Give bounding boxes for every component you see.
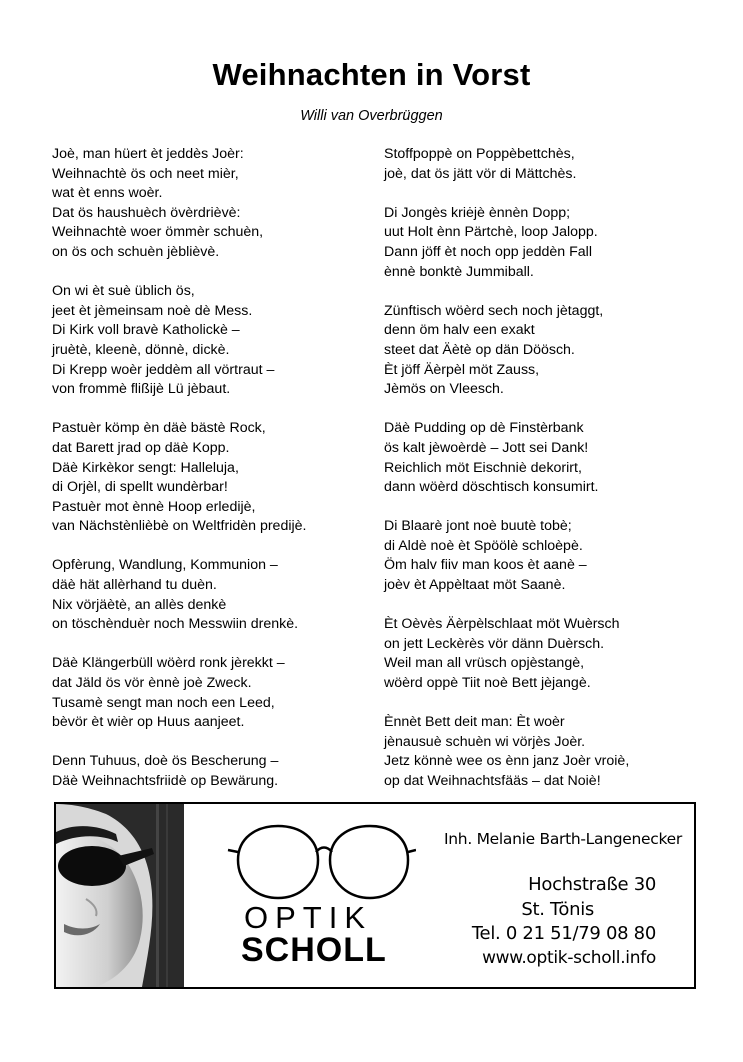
poem-line: Pastuèr mot ènnè Hoop erledijè, [52,498,256,515]
poem-line: Ènnèt Bett deit man: Èt woèr [384,714,565,731]
poem-line: ènnè bonktè Jummiball. [384,263,534,280]
poem-stanza [384,302,704,400]
poem-line: Däè Kirkèkor sengt: Halleluja, [52,459,239,476]
poem-line: on ös och schuèn jèblièvè. [52,243,220,260]
poem-column-right [384,145,704,811]
poem-stanza [384,145,704,184]
poem-line: Zünftisch wöèrd sech noch jètaggt, [384,302,604,319]
poem-line: Joè, man hüert èt jeddès Joèr: [52,146,244,162]
poem-line: uut Holt ènn Pärtchè, loop Jalopp. [384,224,598,241]
poem-line: bèvör èt wièr op Huus aanjeet. [52,714,245,731]
street-address: Hochstraße 30 [528,874,656,895]
poem-line: jruètè, kleenè, dönnè, dickè. [52,341,230,358]
author-name: Willi van Overbrüggen [300,108,443,124]
poem-stanza [384,615,704,693]
poem-line: Opfèrung, Wandlung, Kommunion – [52,557,278,574]
poem-line: Pastuèr kömp èn däè bästè Rock, [52,420,266,437]
poem-line: on jett Leckèrès vör dänn Duèrsch. [384,635,605,652]
poem-line: Di Jongès kriėjè ènnèn Dopp; [384,204,571,221]
poem-line: denn öm halv een exakt [384,322,535,339]
poem-line: jènausuè schuèn wi vörjès Joèr. [384,733,586,750]
poem-line: Öm halv fiiv man koos èt aanè – [384,557,587,574]
poem-line: van Nächstènlièbè on Weltfridèn predijè. [52,518,307,535]
poem-line: Èt Oèvès Äèrpèlschlaat möt Wuèrsch [384,616,620,633]
poem-stanza [384,204,704,282]
poem-line: dat Barett jrad op däè Kopp. [52,439,230,456]
poem-stanza [52,282,372,400]
poem-line: Dann jöff èt noch opp jeddèn Fall [384,243,592,260]
poem-line: däè hät allèrhand tu duèn. [52,577,217,594]
poem-line: Nix vörjäètè, an allès denkè [52,596,227,613]
poem-line: Däè Weihnachtsfriidè op Bewärung. [52,773,279,789]
poem-line: Èt jöff Äèrpèl möt Zauss, [384,361,540,378]
poem-line: Jèmös on Vleesch. [384,381,504,398]
poem-line: op dat Weihnachtsfääs – dat Noiè! [384,773,601,789]
poem-stanza [52,752,372,791]
poem-stanza [384,713,704,791]
poem-line: on töschènduèr noch Messwiin drenkè. [52,616,299,633]
poem-column-left [52,145,372,811]
poem-line: Däè Klängerbüll wöèrd ronk jèrekkt – [52,655,285,672]
poem-line: di Orjèl, di spellt wundèrbar! [52,479,228,496]
poem-line: joèv èt Appèltaat möt Saanè. [384,577,566,594]
website-link[interactable]: www.optik-scholl.info [482,948,656,968]
advertisement [54,802,696,989]
woman-sunglasses-photo [56,804,184,987]
brand-name-bottom: SCHOLL [241,931,387,969]
poem-line: Däè Pudding op dè Finstèrbank [384,420,584,437]
poem-line: Di Blaarè jont noè buutè tobè; [384,518,572,535]
poem-stanza [52,654,372,732]
poem-line: dat Jäld ös vör ènnè joè Zweck. [52,675,252,692]
phone-number: Tel. 0 21 51/79 08 80 [471,923,656,944]
poem-stanza [384,419,704,497]
brand-name-top: OPTIK [244,900,373,935]
poem-line: Dat ös haushuèch övèrdrièvè: [52,204,241,221]
poem-line: Di Krepp woèr jeddèm all vörtraut – [52,361,275,378]
poem-stanza [52,556,372,634]
poem-line: Denn Tuhuus, doè ös Bescherung – [52,753,279,770]
poem-line: von frommè flißijè Lü jèbaut. [52,381,231,398]
page-title: Weihnachten in Vorst [212,57,531,92]
poem-stanza [384,517,704,595]
poem-stanza [52,419,372,537]
poem-line: Weihnachtè ös och neet mièr, [52,165,239,182]
poem-line: Tusamè sengt man noch een Leed, [52,694,275,711]
poem-line: wat èt enns woèr. [52,185,163,202]
poem-line: wöèrd oppè Tiit noè Bett jèjangè. [384,675,591,692]
poem-line: jeet èt jèmeinsam noè dè Mess. [52,302,253,319]
poem-line: ös kalt jèwoèrdè – Jott sei Dank! [384,439,589,456]
poem-line: On wi èt suè üblich ös, [52,283,195,300]
poem-line: dann wöèrd döschtisch konsumirt. [384,479,599,496]
poem-line: steet dat Äètè op dän Döösch. [384,341,575,358]
poem-line: Reichlich möt Eischniè dekorirt, [384,459,582,476]
poem-line: Weihnachtè woer ömmèr schuèn, [52,224,264,241]
poem-line: Di Kirk voll bravè Katholickè – [52,322,240,339]
poem-line: joè, dat ös jätt vör di Mättchès. [384,165,577,182]
poem-line: Weil man all vrüsch opjèstangè, [384,655,585,672]
owner-name: Inh. Melanie Barth-Langenecker [444,830,682,848]
poem-line: di Aldè noè èt Spöölè schloèpè. [384,537,583,554]
city: St. Tönis [521,899,594,920]
poem-line: Jetz könnè wee os ènn janz Joèr vroiè, [384,753,630,770]
poem-line: Stoffpoppè on Poppèbettchès, [384,146,575,162]
poem-stanza [52,145,372,263]
